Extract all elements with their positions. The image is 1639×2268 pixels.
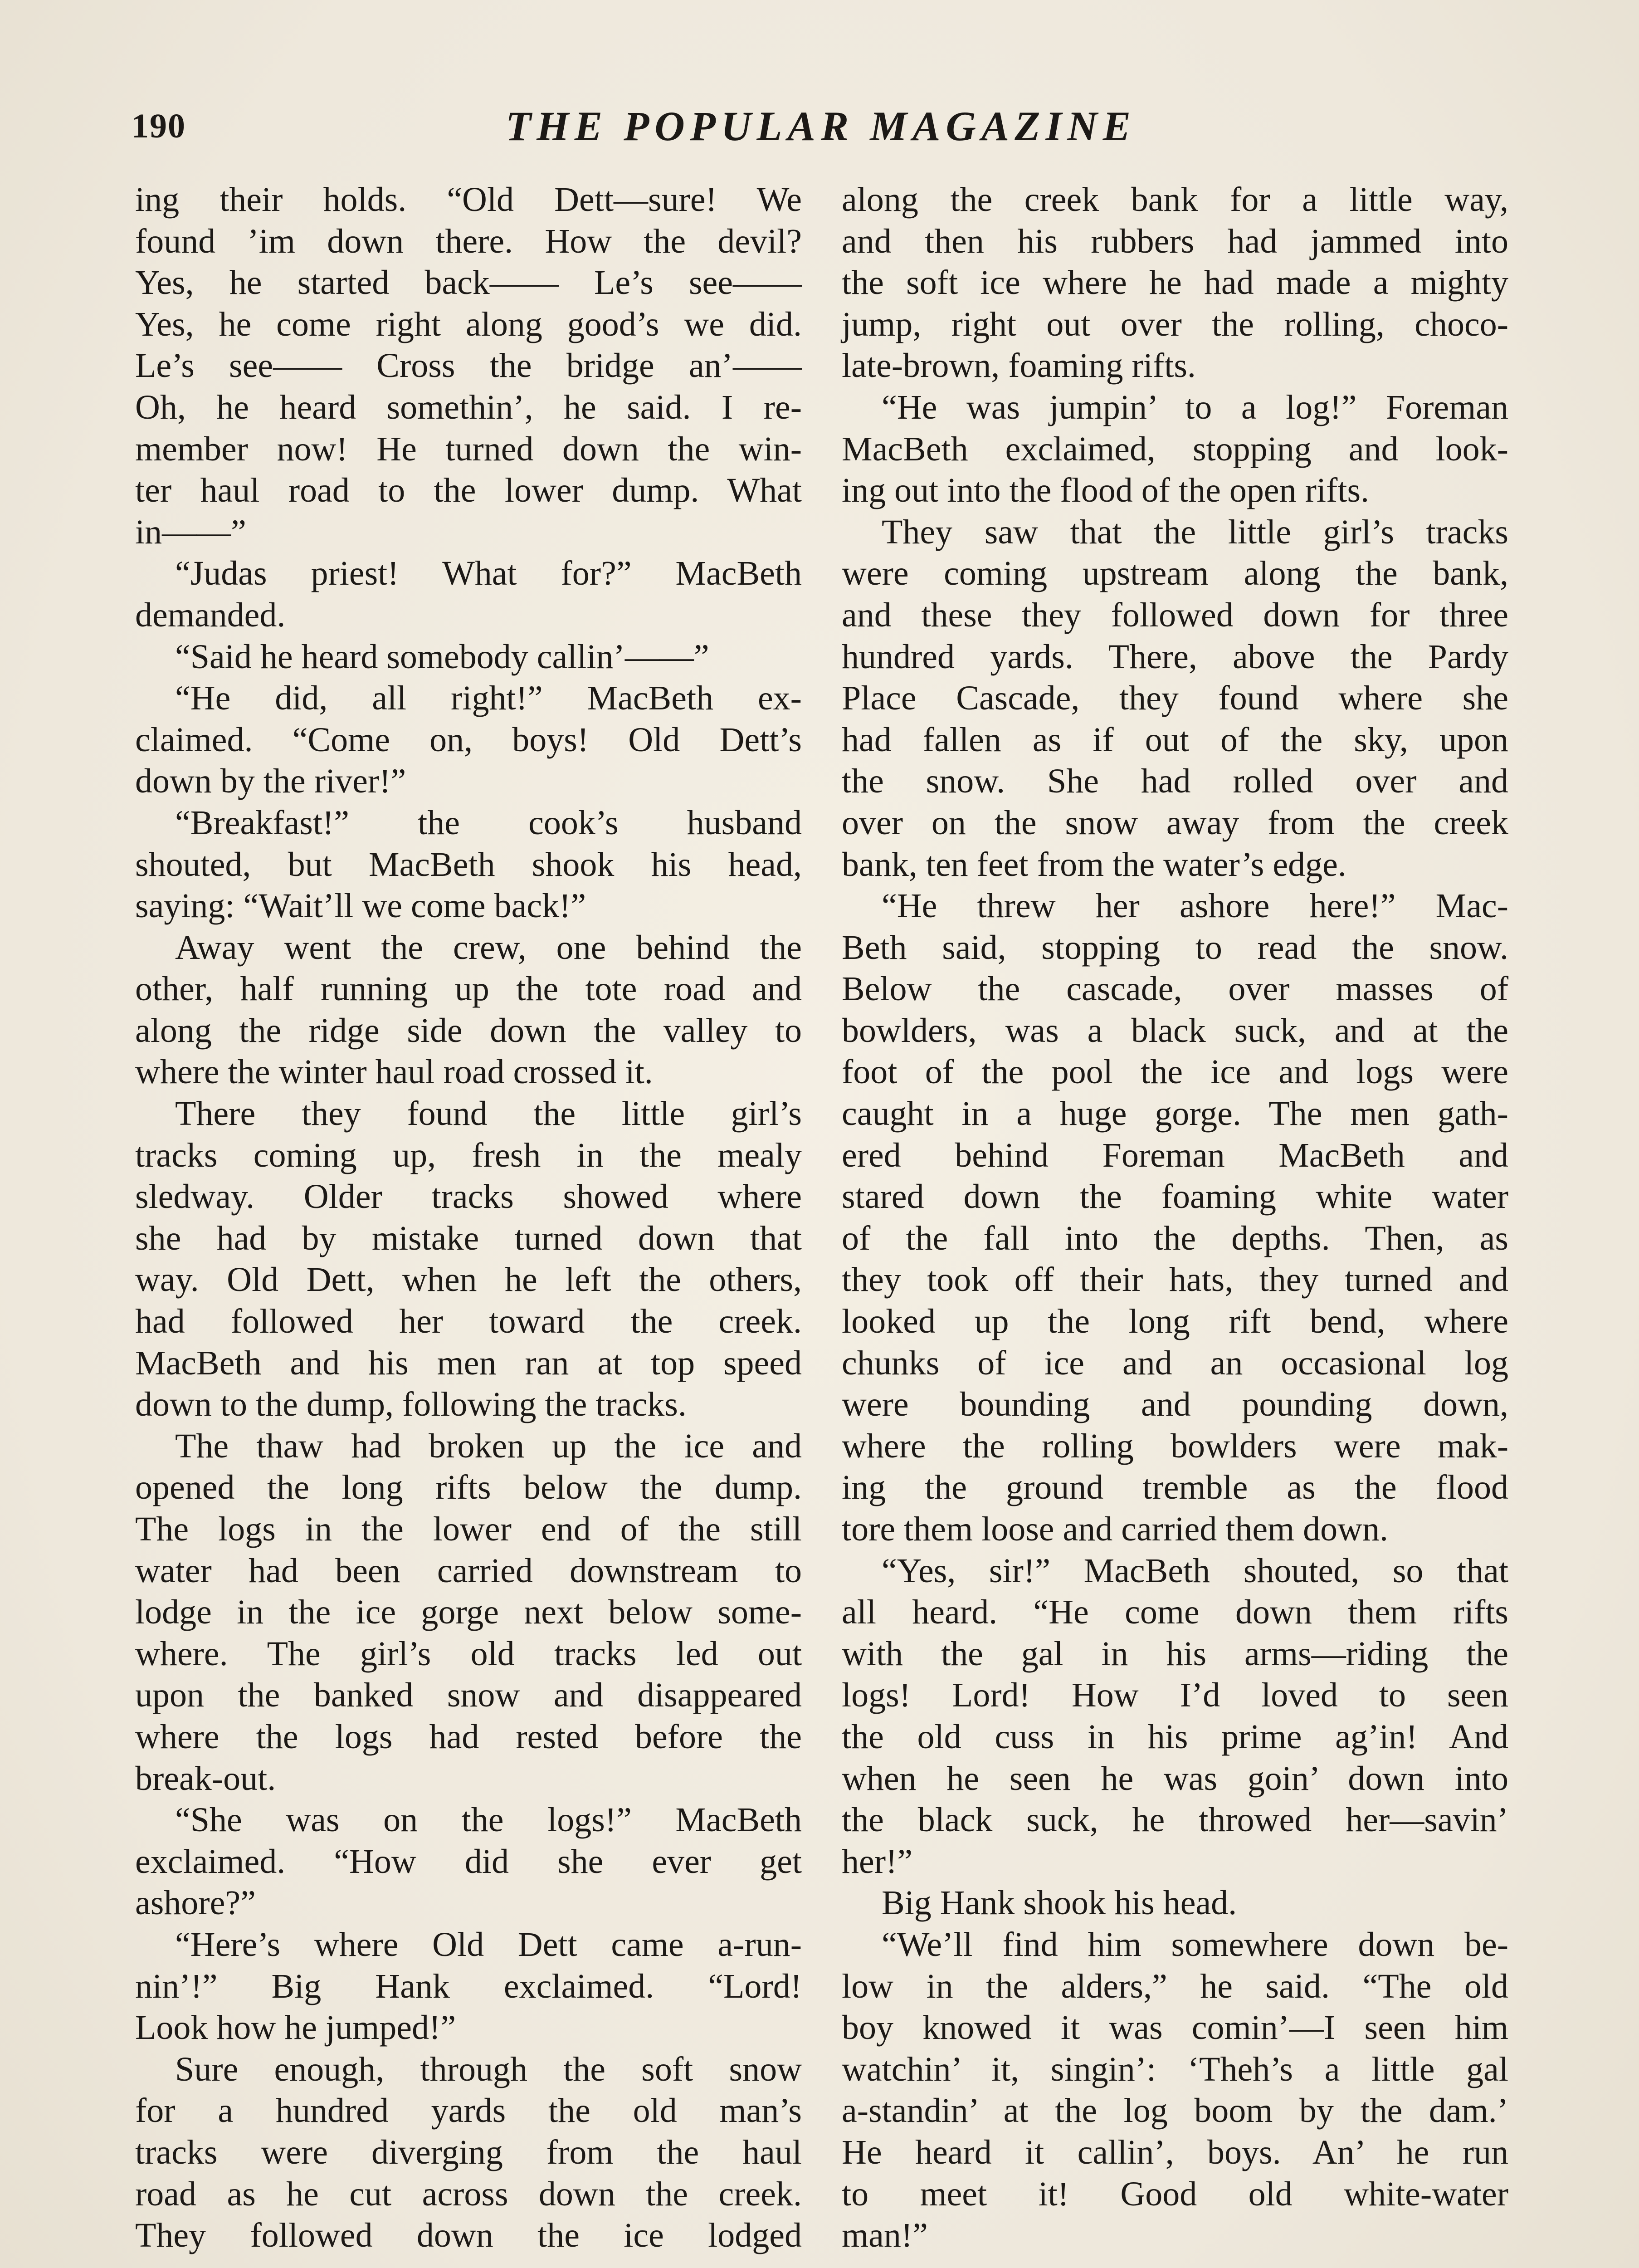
- text-line: where the winter haul road crossed it.: [135, 1053, 653, 1091]
- text-line: looked up the long rift bend, where: [842, 1302, 1508, 1341]
- text-line: Place Cascade, they found where she: [842, 679, 1508, 718]
- right-text-column: [842, 179, 1508, 2257]
- text-line: MacBeth exclaimed, stopping and look-: [842, 430, 1508, 468]
- text-line: “Said he heard somebody callin’——”: [175, 637, 709, 676]
- paragraph: [842, 1882, 1508, 1924]
- text-line: lodge in the ice gorge next below some-: [135, 1593, 802, 1632]
- text-line: watchin’ it, singin’: ‘Theh’s a little gal: [842, 2050, 1508, 2088]
- text-line: ered behind Foreman MacBeth and: [842, 1136, 1508, 1174]
- text-line: sledway. Older tracks showed where: [135, 1178, 802, 1216]
- text-line: ashore?”: [135, 1884, 256, 1922]
- text-line: There they found the little girl’s: [175, 1095, 802, 1133]
- text-line: hundred yards. There, above the Pardy: [842, 637, 1508, 676]
- text-line: exclaimed. “How did she ever get: [135, 1842, 802, 1881]
- text-line: foot of the pool the ice and logs were: [842, 1053, 1508, 1091]
- text-line: “Breakfast!” the cook’s husband: [175, 803, 802, 842]
- text-line: Yes, he started back—— Le’s see——: [135, 264, 802, 302]
- text-line: where. The girl’s old tracks led out: [135, 1634, 802, 1673]
- paragraph: [135, 1426, 802, 1799]
- text-line: Big Hank shook his head.: [882, 1884, 1237, 1922]
- paragraph: [135, 678, 802, 802]
- text-line: low in the alders,” he said. “The old: [842, 1967, 1508, 2005]
- text-line: Le’s see—— Cross the bridge an’——: [135, 347, 802, 385]
- text-line: late-brown, foaming rifts.: [842, 347, 1196, 385]
- text-line: bank, ten feet from the water’s edge.: [842, 845, 1346, 884]
- page-number: 190: [132, 107, 186, 145]
- text-line: were bounding and pounding down,: [842, 1385, 1508, 1424]
- text-line: the black suck, he throwed her—savin’: [842, 1801, 1508, 1839]
- text-line: claimed. “Come on, boys! Old Dett’s: [135, 720, 802, 759]
- paragraph: [135, 927, 802, 1093]
- text-line: down by the river!”: [135, 762, 406, 801]
- text-line: “Judas priest! What for?” MacBeth: [175, 554, 802, 593]
- text-line: saying: “Wait’ll we come back!”: [135, 887, 586, 925]
- text-line: had fallen as if out of the sky, upon: [842, 720, 1508, 759]
- text-line: along the creek bank for a little way,: [842, 181, 1508, 219]
- text-line: the snow. She had rolled over and: [842, 762, 1508, 801]
- text-line: and then his rubbers had jammed into: [842, 222, 1508, 260]
- text-line: chunks of ice and an occasional log: [842, 1344, 1508, 1382]
- text-line: upon the banked snow and disappeared: [135, 1676, 802, 1715]
- text-line: the old cuss in his prime ag’in! And: [842, 1717, 1508, 1756]
- paragraph: [842, 1924, 1508, 2257]
- text-line: where the rolling bowlders were mak-: [842, 1427, 1508, 1465]
- text-line: found ’im down there. How the devil?: [135, 222, 802, 260]
- text-line: The thaw had broken up the ice and: [175, 1427, 802, 1465]
- text-line: ing their holds. “Old Dett—sure! We: [135, 181, 802, 219]
- text-line: Oh, he heard somethin’, he said. I re-: [135, 388, 802, 426]
- paragraph: [135, 2049, 802, 2257]
- paragraph: [135, 553, 802, 636]
- text-line: over on the snow away from the creek: [842, 803, 1508, 842]
- text-line: tore them loose and carried them down.: [842, 1510, 1389, 1548]
- text-line: tracks coming up, fresh in the mealy: [135, 1136, 802, 1174]
- paragraph: [135, 1799, 802, 1924]
- text-line: all heard. “He come down them rifts: [842, 1593, 1508, 1632]
- text-line: her!”: [842, 1842, 913, 1881]
- text-line: with the gal in his arms—riding the: [842, 1634, 1508, 1673]
- text-line: they took off their hats, they turned and: [842, 1261, 1508, 1299]
- text-line: man!”: [842, 2216, 928, 2255]
- text-line: a-standin’ at the log boom by the dam.’: [842, 2092, 1508, 2130]
- text-line: stared down the foaming white water: [842, 1178, 1508, 1216]
- paragraph: [135, 1093, 802, 1426]
- text-line: road as he cut across down the creek.: [135, 2175, 802, 2213]
- text-line: down to the dump, following the tracks.: [135, 1385, 687, 1424]
- text-line: demanded.: [135, 596, 286, 634]
- text-line: in——”: [135, 513, 246, 551]
- text-line: break-out.: [135, 1759, 276, 1798]
- text-line: member now! He turned down the win-: [135, 430, 802, 468]
- text-line: of the fall into the depths. Then, as: [842, 1219, 1508, 1257]
- text-line: when he seen he was goin’ down into: [842, 1759, 1508, 1798]
- text-line: and these they followed down for three: [842, 596, 1508, 634]
- text-line: for a hundred yards the old man’s: [135, 2092, 802, 2130]
- text-line: she had by mistake turned down that: [135, 1219, 802, 1257]
- paragraph: [842, 387, 1508, 512]
- page-header: [132, 93, 1510, 156]
- text-line: ing out into the flood of the open rifts.: [842, 471, 1370, 510]
- text-line: caught in a huge gorge. The men gath-: [842, 1095, 1508, 1133]
- text-line: Below the cascade, over masses of: [842, 970, 1508, 1008]
- text-line: “Yes, sir!” MacBeth shouted, so that: [882, 1551, 1508, 1590]
- text-line: were coming upstream along the bank,: [842, 554, 1508, 593]
- text-line: Yes, he come right along good’s we did.: [135, 305, 802, 343]
- text-line: He heard it callin’, boys. An’ he run: [842, 2133, 1508, 2171]
- text-line: jump, right out over the rolling, choco-: [842, 305, 1508, 343]
- text-line: had followed her toward the creek.: [135, 1302, 802, 1341]
- magazine-title: THE POPULAR MAGAZINE: [505, 103, 1137, 149]
- text-line: “He was jumpin’ to a log!” Foreman: [882, 388, 1508, 426]
- text-line: opened the long rifts below the dump.: [135, 1468, 802, 1507]
- text-line: Sure enough, through the soft snow: [175, 2050, 802, 2088]
- text-line: Away went the crew, one behind the: [175, 928, 802, 967]
- text-line: nin’!” Big Hank exclaimed. “Lord!: [135, 1967, 802, 2005]
- text-line: “He did, all right!” MacBeth ex-: [175, 679, 802, 718]
- text-line: tracks were diverging from the haul: [135, 2133, 802, 2171]
- text-line: where the logs had rested before the: [135, 1717, 802, 1756]
- paragraph: [135, 179, 802, 553]
- text-line: Look how he jumped!”: [135, 2009, 456, 2047]
- text-line: the soft ice where he had made a mighty: [842, 264, 1508, 302]
- paragraph: [842, 1550, 1508, 1883]
- text-line: shouted, but MacBeth shook his head,: [135, 845, 802, 884]
- left-text-column: [135, 179, 802, 2257]
- text-line: ing the ground tremble as the flood: [842, 1468, 1508, 1507]
- text-line: to meet it! Good old white-water: [842, 2175, 1508, 2213]
- text-line: water had been carried downstream to: [135, 1551, 802, 1590]
- text-line: way. Old Dett, when he left the others,: [135, 1261, 802, 1299]
- text-line: Beth said, stopping to read the snow.: [842, 928, 1508, 967]
- text-line: “We’ll find him somewhere down be-: [882, 1925, 1508, 1964]
- text-line: boy knowed it was comin’—I seen him: [842, 2009, 1508, 2047]
- paragraph: [842, 179, 1508, 387]
- text-line: “Here’s where Old Dett came a-run-: [175, 1925, 802, 1964]
- text-line: MacBeth and his men ran at top speed: [135, 1344, 802, 1382]
- text-line: The logs in the lower end of the still: [135, 1510, 802, 1548]
- paragraph: [842, 885, 1508, 1550]
- paragraph: [842, 512, 1508, 885]
- paragraph: [135, 802, 802, 927]
- text-line: ter haul road to the lower dump. What: [135, 471, 802, 510]
- paragraph: [135, 636, 802, 678]
- text-line: along the ridge side down the valley to: [135, 1011, 802, 1050]
- paragraph: [135, 1924, 802, 2049]
- text-line: other, half running up the tote road and: [135, 970, 802, 1008]
- text-line: logs! Lord! How I’d loved to seen: [842, 1676, 1508, 1715]
- text-line: “She was on the logs!” MacBeth: [175, 1801, 802, 1839]
- text-line: bowlders, was a black suck, and at the: [842, 1011, 1508, 1050]
- text-line: They saw that the little girl’s tracks: [882, 513, 1508, 551]
- text-line: They followed down the ice lodged: [135, 2216, 802, 2255]
- text-line: “He threw her ashore here!” Mac-: [882, 887, 1508, 925]
